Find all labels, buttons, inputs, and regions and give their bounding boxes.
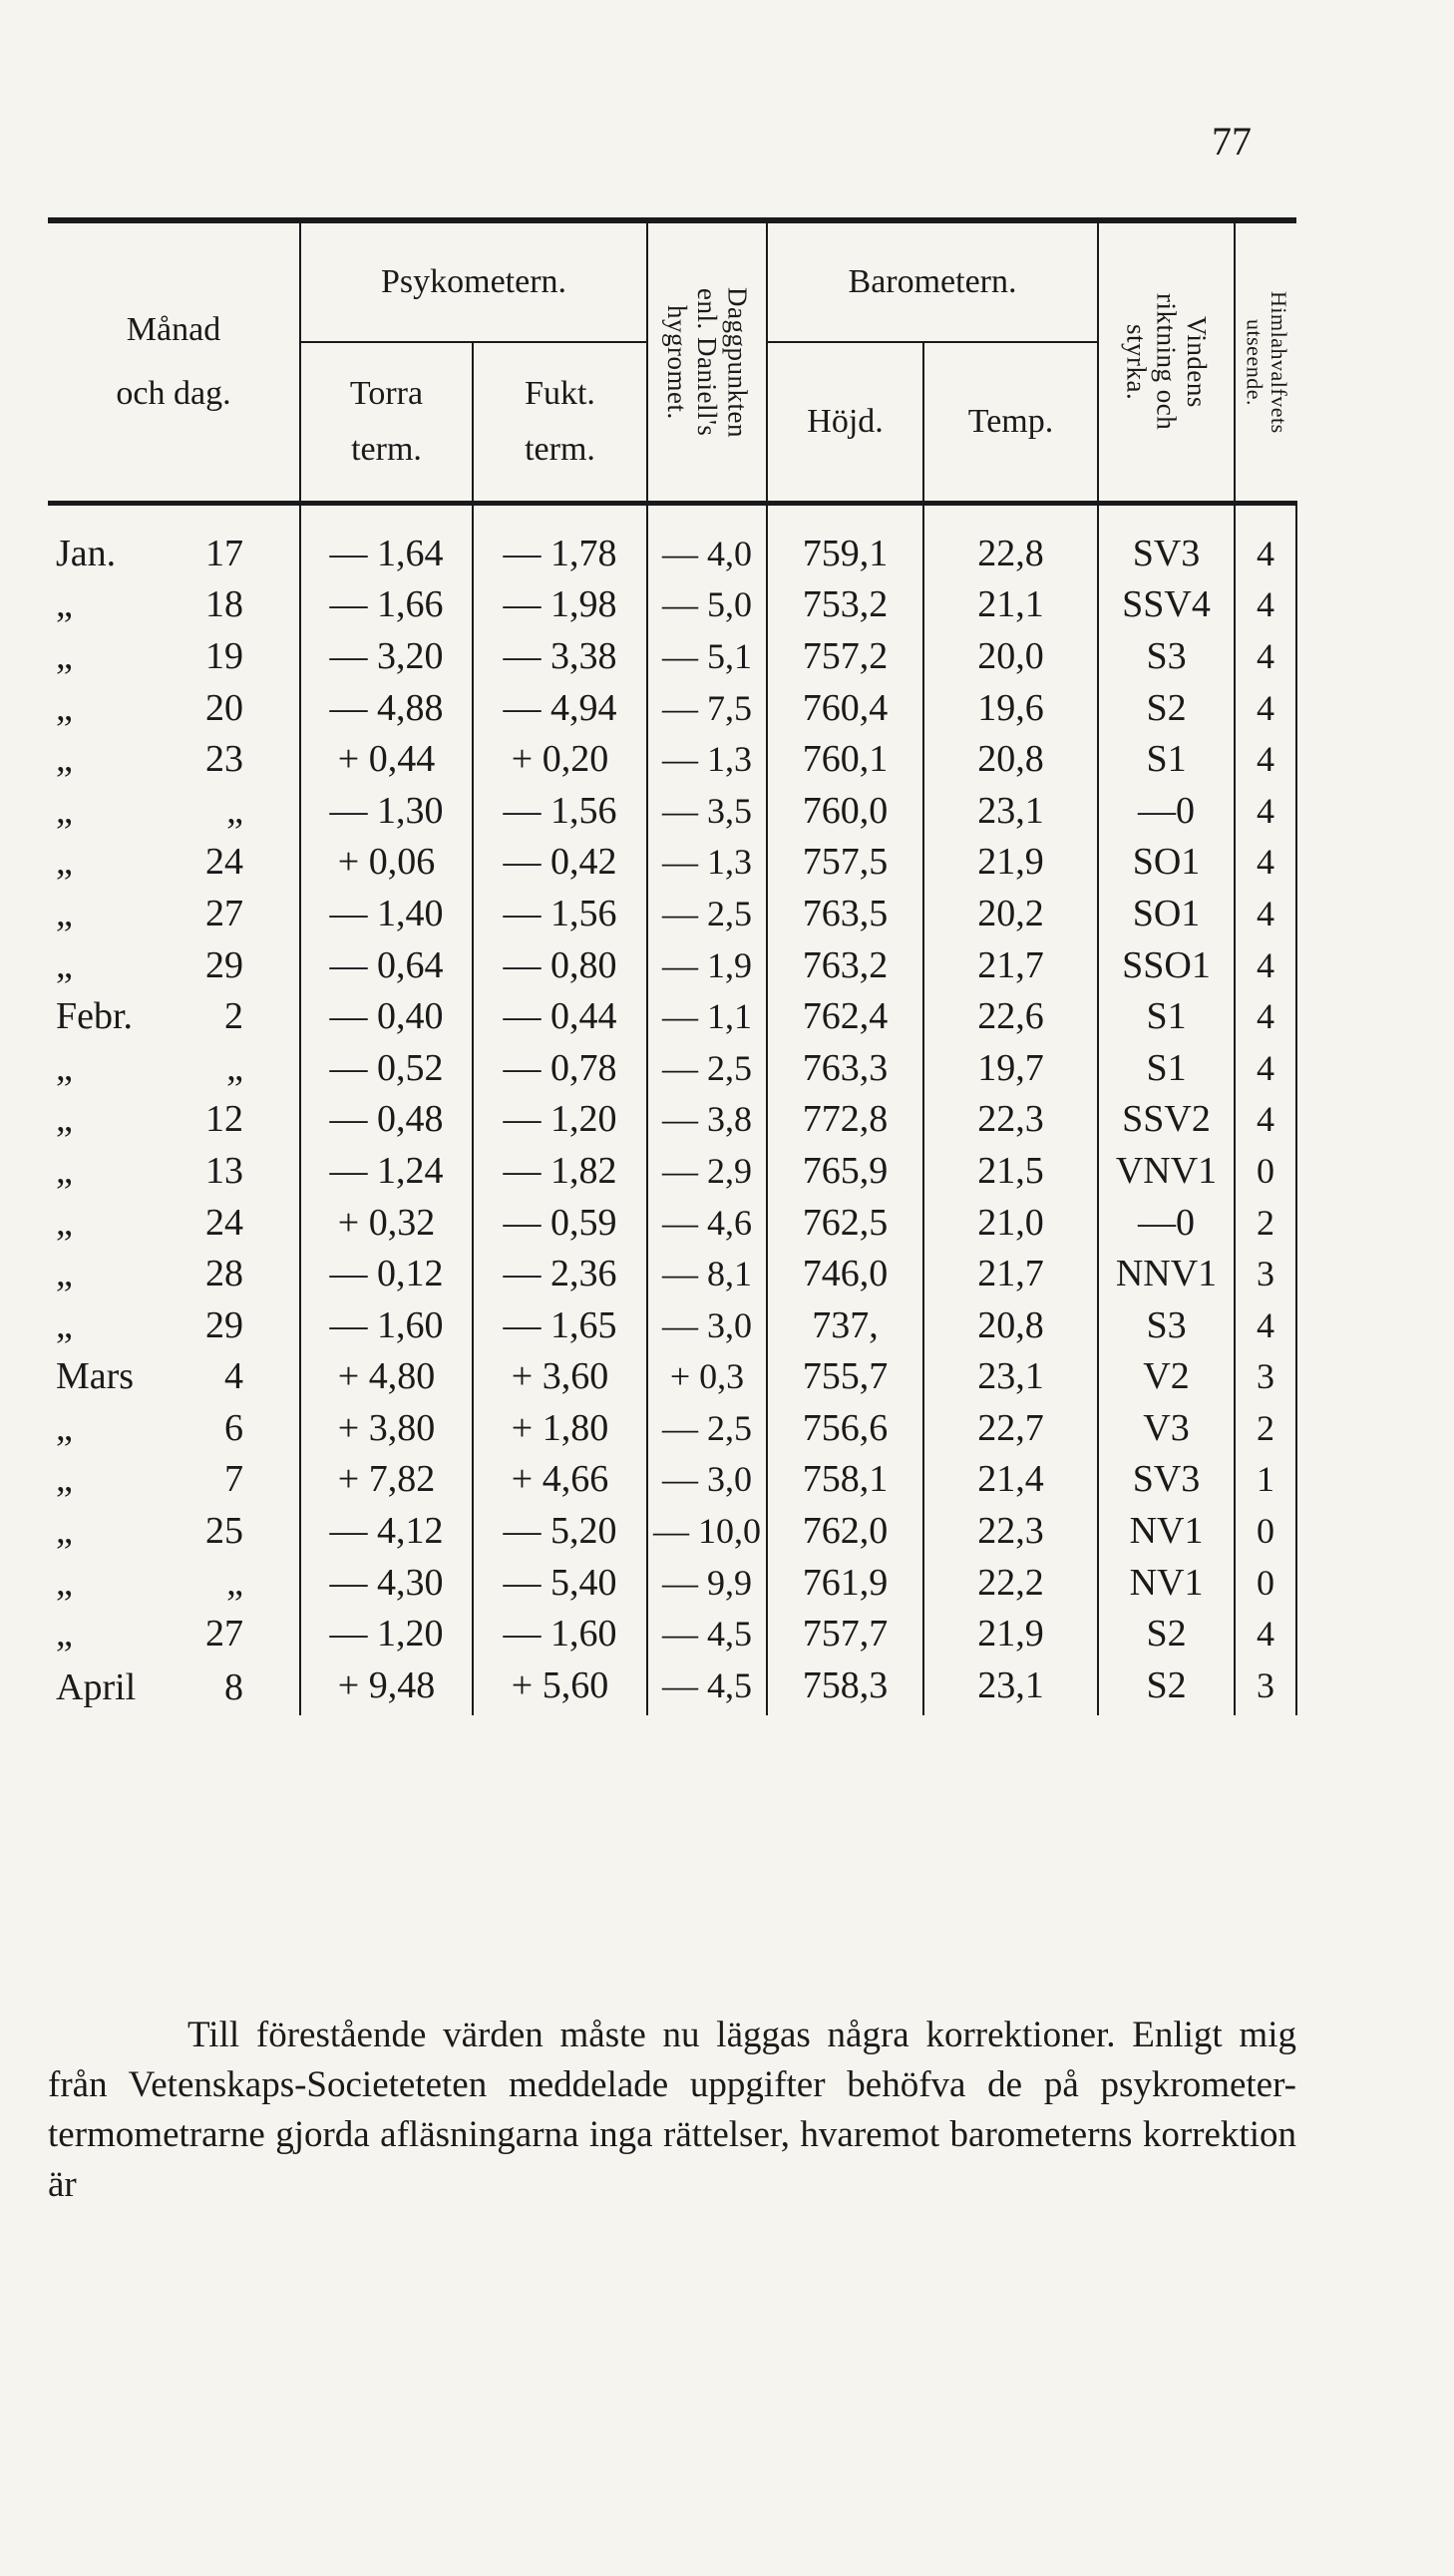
date-cell <box>48 939 300 991</box>
day-label: 2 <box>224 995 243 1038</box>
month-label: „ <box>56 1046 73 1089</box>
date-cell <box>48 1094 300 1146</box>
date-cell <box>48 1659 300 1715</box>
table-row <box>48 1454 1296 1506</box>
month-label: „ <box>56 1510 73 1553</box>
wind-cell: SO1 <box>1098 888 1235 939</box>
header-sky: Himlahvalfvets utseende. <box>1235 220 1296 504</box>
date-cell <box>48 682 300 734</box>
table-row <box>48 1402 1296 1454</box>
day-label: 12 <box>205 1098 243 1141</box>
dry-cell: — 1,30 <box>300 785 473 837</box>
wet-cell: — 1,56 <box>473 888 647 939</box>
dew-cell: — 1,9 <box>647 939 767 991</box>
day-label: 27 <box>205 892 243 934</box>
wind-cell: SSO1 <box>1098 939 1235 991</box>
sky-cell: 4 <box>1235 528 1296 579</box>
day-label: 29 <box>205 943 243 986</box>
wet-cell: — 1,60 <box>473 1608 647 1659</box>
dew-cell: — 4,6 <box>647 1197 767 1249</box>
temp-cell: 22,3 <box>923 1094 1098 1146</box>
wet-cell: — 1,56 <box>473 785 647 837</box>
month-label: „ <box>56 583 73 626</box>
temp-cell: 23,1 <box>923 1351 1098 1403</box>
dry-cell: — 1,20 <box>300 1608 473 1659</box>
height-cell: 763,3 <box>767 1042 923 1094</box>
table-row <box>48 682 1296 734</box>
sky-cell: 4 <box>1235 1608 1296 1659</box>
day-label: „ <box>226 789 243 832</box>
dew-cell: — 10,0 <box>647 1505 767 1557</box>
dry-cell: + 0,44 <box>300 733 473 785</box>
month-label: „ <box>56 1561 73 1604</box>
sky-cell: 4 <box>1235 785 1296 837</box>
wet-cell: — 0,44 <box>473 990 647 1042</box>
date-cell <box>48 579 300 631</box>
dry-cell: + 0,32 <box>300 1197 473 1249</box>
date-cell <box>48 630 300 682</box>
month-label: „ <box>56 892 73 934</box>
dry-cell: — 1,66 <box>300 579 473 631</box>
temp-cell: 22,3 <box>923 1505 1098 1557</box>
dry-cell: — 0,48 <box>300 1094 473 1146</box>
wind-cell: SSV2 <box>1098 1094 1235 1146</box>
height-cell: 761,9 <box>767 1557 923 1609</box>
month-label: „ <box>56 1458 73 1501</box>
wind-cell: S2 <box>1098 1608 1235 1659</box>
height-cell: 760,1 <box>767 733 923 785</box>
dew-cell: — 3,0 <box>647 1454 767 1506</box>
dry-cell: + 4,80 <box>300 1351 473 1403</box>
temp-cell: 21,7 <box>923 939 1098 991</box>
day-label: 29 <box>205 1303 243 1346</box>
wind-cell: S1 <box>1098 733 1235 785</box>
height-cell: 753,2 <box>767 579 923 631</box>
height-cell: 765,9 <box>767 1145 923 1197</box>
page-number: 77 <box>1212 119 1252 164</box>
temp-cell: 22,8 <box>923 528 1098 579</box>
day-label: 24 <box>205 1201 243 1244</box>
dew-cell: — 3,5 <box>647 785 767 837</box>
month-label: „ <box>56 738 73 781</box>
table-row <box>48 1197 1296 1249</box>
dew-cell: — 5,1 <box>647 630 767 682</box>
wind-cell: SSV4 <box>1098 579 1235 631</box>
date-cell <box>48 1197 300 1249</box>
sky-cell: 4 <box>1235 1042 1296 1094</box>
month-label: „ <box>56 1149 73 1192</box>
header-barometer: Barometern. <box>767 220 1098 342</box>
temp-cell: 20,8 <box>923 1299 1098 1351</box>
temp-cell: 19,7 <box>923 1042 1098 1094</box>
sky-cell: 4 <box>1235 733 1296 785</box>
table-row <box>48 939 1296 991</box>
day-label: 18 <box>205 583 243 626</box>
dry-cell: — 0,40 <box>300 990 473 1042</box>
date-cell <box>48 1557 300 1609</box>
date-cell <box>48 1351 300 1403</box>
table-row <box>48 888 1296 939</box>
height-cell: 759,1 <box>767 528 923 579</box>
dry-cell: — 0,12 <box>300 1248 473 1299</box>
wet-cell: — 1,65 <box>473 1299 647 1351</box>
table-row <box>48 1042 1296 1094</box>
temp-cell: 22,7 <box>923 1402 1098 1454</box>
wet-cell: — 1,82 <box>473 1145 647 1197</box>
date-cell <box>48 1248 300 1299</box>
date-cell <box>48 1505 300 1557</box>
height-cell: 760,4 <box>767 682 923 734</box>
table-row <box>48 1608 1296 1659</box>
month-label: „ <box>56 1613 73 1656</box>
table-row <box>48 990 1296 1042</box>
sky-cell: 2 <box>1235 1402 1296 1454</box>
date-cell <box>48 1454 300 1506</box>
temp-cell: 21,9 <box>923 1608 1098 1659</box>
table-row <box>48 579 1296 631</box>
day-label: 23 <box>205 738 243 781</box>
month-label: „ <box>56 943 73 986</box>
temp-cell: 21,5 <box>923 1145 1098 1197</box>
dry-cell: — 4,12 <box>300 1505 473 1557</box>
sky-cell: 0 <box>1235 1145 1296 1197</box>
height-cell: 763,2 <box>767 939 923 991</box>
dew-cell: — 2,9 <box>647 1145 767 1197</box>
wind-cell: SO1 <box>1098 837 1235 889</box>
sky-cell: 4 <box>1235 1094 1296 1146</box>
wet-cell: + 3,60 <box>473 1351 647 1403</box>
sky-cell: 3 <box>1235 1659 1296 1715</box>
month-label: April <box>56 1665 137 1708</box>
wet-cell: — 1,20 <box>473 1094 647 1146</box>
dew-cell: — 3,8 <box>647 1094 767 1146</box>
sky-cell: 0 <box>1235 1557 1296 1609</box>
temp-cell: 21,0 <box>923 1197 1098 1249</box>
height-cell: 757,5 <box>767 837 923 889</box>
temp-cell: 22,2 <box>923 1557 1098 1609</box>
wind-cell: —0 <box>1098 1197 1235 1249</box>
wind-cell: S1 <box>1098 990 1235 1042</box>
wet-cell: + 0,20 <box>473 733 647 785</box>
date-cell <box>48 733 300 785</box>
body-paragraph <box>48 2011 1296 2210</box>
month-label: „ <box>56 1303 73 1346</box>
dew-cell: — 9,9 <box>647 1557 767 1609</box>
dry-cell: — 1,64 <box>300 528 473 579</box>
month-label: „ <box>56 1253 73 1295</box>
header-wet-bulb: Fukt. term. <box>473 342 647 504</box>
day-label: 17 <box>205 532 243 574</box>
day-label: 25 <box>205 1510 243 1553</box>
wind-cell: —0 <box>1098 785 1235 837</box>
day-label: 28 <box>205 1253 243 1295</box>
table-row <box>48 1248 1296 1299</box>
table-row <box>48 837 1296 889</box>
date-cell <box>48 1145 300 1197</box>
header-wind: Vindens riktning och styrka. <box>1098 220 1235 504</box>
temp-cell: 21,9 <box>923 837 1098 889</box>
wind-cell: NV1 <box>1098 1557 1235 1609</box>
dew-cell: — 1,1 <box>647 990 767 1042</box>
wind-cell: V2 <box>1098 1351 1235 1403</box>
day-label: „ <box>226 1561 243 1604</box>
date-cell <box>48 1299 300 1351</box>
temp-cell: 22,6 <box>923 990 1098 1042</box>
dew-cell: — 1,3 <box>647 837 767 889</box>
dew-cell: — 2,5 <box>647 888 767 939</box>
dew-cell: — 2,5 <box>647 1402 767 1454</box>
height-cell: 758,3 <box>767 1659 923 1715</box>
month-label: „ <box>56 634 73 677</box>
table-row <box>48 1505 1296 1557</box>
wind-cell: NV1 <box>1098 1505 1235 1557</box>
day-label: 24 <box>205 841 243 884</box>
sky-cell: 4 <box>1235 888 1296 939</box>
month-label: „ <box>56 1201 73 1244</box>
day-label: „ <box>226 1046 243 1089</box>
header-height: Höjd. <box>767 342 923 504</box>
date-cell <box>48 1402 300 1454</box>
wet-cell: + 1,80 <box>473 1402 647 1454</box>
temp-cell: 19,6 <box>923 682 1098 734</box>
sky-cell: 0 <box>1235 1505 1296 1557</box>
dry-cell: + 3,80 <box>300 1402 473 1454</box>
month-label: Jan. <box>56 532 117 574</box>
sky-cell: 2 <box>1235 1197 1296 1249</box>
height-cell: 756,6 <box>767 1402 923 1454</box>
wet-cell: — 0,80 <box>473 939 647 991</box>
month-label: „ <box>56 686 73 729</box>
height-cell: 762,4 <box>767 990 923 1042</box>
wet-cell: — 5,40 <box>473 1557 647 1609</box>
height-cell: 762,0 <box>767 1505 923 1557</box>
day-label: 8 <box>224 1665 243 1708</box>
header-dewpoint: Daggpunkten enl. Daniell's hygromet. <box>647 220 767 504</box>
day-label: 27 <box>205 1613 243 1656</box>
month-label: Mars <box>56 1355 135 1398</box>
temp-cell: 20,0 <box>923 630 1098 682</box>
wind-cell: S2 <box>1098 1659 1235 1715</box>
day-label: 6 <box>224 1406 243 1449</box>
temp-cell: 23,1 <box>923 785 1098 837</box>
date-cell <box>48 785 300 837</box>
date-cell <box>48 1608 300 1659</box>
day-label: 20 <box>205 686 243 729</box>
table-row <box>48 528 1296 579</box>
dry-cell: — 4,88 <box>300 682 473 734</box>
wet-cell: — 2,36 <box>473 1248 647 1299</box>
wind-cell: VNV1 <box>1098 1145 1235 1197</box>
temp-cell: 20,2 <box>923 888 1098 939</box>
dry-cell: — 3,20 <box>300 630 473 682</box>
height-cell: 762,5 <box>767 1197 923 1249</box>
sky-cell: 1 <box>1235 1454 1296 1506</box>
date-cell <box>48 528 300 579</box>
table-row <box>48 1557 1296 1609</box>
dew-cell: — 4,5 <box>647 1659 767 1715</box>
dry-cell: — 1,40 <box>300 888 473 939</box>
sky-cell: 3 <box>1235 1351 1296 1403</box>
day-label: 4 <box>224 1355 243 1398</box>
wet-cell: + 5,60 <box>473 1659 647 1715</box>
wet-cell: — 4,94 <box>473 682 647 734</box>
wet-cell: — 0,42 <box>473 837 647 889</box>
table-row <box>48 1351 1296 1403</box>
height-cell: 755,7 <box>767 1351 923 1403</box>
height-cell: 763,5 <box>767 888 923 939</box>
height-cell: 757,2 <box>767 630 923 682</box>
header-dry-bulb: Torra term. <box>300 342 473 504</box>
wind-cell: S3 <box>1098 630 1235 682</box>
table-row <box>48 1659 1296 1715</box>
dry-cell: + 0,06 <box>300 837 473 889</box>
dew-cell: — 7,5 <box>647 682 767 734</box>
dew-cell: + 0,3 <box>647 1351 767 1403</box>
temp-cell: 20,8 <box>923 733 1098 785</box>
table-row <box>48 630 1296 682</box>
table-row <box>48 1299 1296 1351</box>
date-cell <box>48 837 300 889</box>
date-cell <box>48 1042 300 1094</box>
temp-cell: 21,4 <box>923 1454 1098 1506</box>
dew-cell: — 1,3 <box>647 733 767 785</box>
dew-cell: — 4,5 <box>647 1608 767 1659</box>
header-psychrometer: Psykometern. <box>300 220 647 342</box>
header-month-day: Månad och dag. <box>116 311 231 412</box>
wind-cell: S2 <box>1098 682 1235 734</box>
dry-cell: — 1,24 <box>300 1145 473 1197</box>
table-row <box>48 1145 1296 1197</box>
sky-cell: 3 <box>1235 1248 1296 1299</box>
height-cell: 757,7 <box>767 1608 923 1659</box>
wet-cell: — 1,78 <box>473 528 647 579</box>
temp-cell: 23,1 <box>923 1659 1098 1715</box>
wet-cell: — 0,78 <box>473 1042 647 1094</box>
day-label: 7 <box>224 1458 243 1501</box>
dry-cell: — 1,60 <box>300 1299 473 1351</box>
month-label: „ <box>56 841 73 884</box>
date-cell <box>48 990 300 1042</box>
dew-cell: — 2,5 <box>647 1042 767 1094</box>
table-row <box>48 1094 1296 1146</box>
height-cell: 737, <box>767 1299 923 1351</box>
sky-cell: 4 <box>1235 939 1296 991</box>
dew-cell: — 4,0 <box>647 528 767 579</box>
day-label: 13 <box>205 1149 243 1192</box>
dew-cell: — 5,0 <box>647 579 767 631</box>
wind-cell: V3 <box>1098 1402 1235 1454</box>
month-label: „ <box>56 789 73 832</box>
wet-cell: — 1,98 <box>473 579 647 631</box>
temp-cell: 21,1 <box>923 579 1098 631</box>
table-row <box>48 785 1296 837</box>
wind-cell: NNV1 <box>1098 1248 1235 1299</box>
sky-cell: 4 <box>1235 990 1296 1042</box>
wind-cell: SV3 <box>1098 528 1235 579</box>
dew-cell: — 8,1 <box>647 1248 767 1299</box>
dry-cell: + 7,82 <box>300 1454 473 1506</box>
sky-cell: 4 <box>1235 579 1296 631</box>
height-cell: 772,8 <box>767 1094 923 1146</box>
dew-cell: — 3,0 <box>647 1299 767 1351</box>
sky-cell: 4 <box>1235 630 1296 682</box>
table-row <box>48 733 1296 785</box>
dry-cell: — 0,64 <box>300 939 473 991</box>
paragraph-text: Till förestående värden måste nu läggas några korrektioner. Enligt mig från Vetenskaps-Societeteten meddelade uppgifter behöfva de på psykrometer-termometrarne gjorda afläsningarna inga rättelser, hvaremot barometerns korrektion är <box>48 2015 1296 2205</box>
wet-cell: + 4,66 <box>473 1454 647 1506</box>
sky-cell: 4 <box>1235 1299 1296 1351</box>
month-label: „ <box>56 1098 73 1141</box>
height-cell: 746,0 <box>767 1248 923 1299</box>
wind-cell: S3 <box>1098 1299 1235 1351</box>
sky-cell: 4 <box>1235 682 1296 734</box>
dry-cell: — 4,30 <box>300 1557 473 1609</box>
wet-cell: — 3,38 <box>473 630 647 682</box>
height-cell: 758,1 <box>767 1454 923 1506</box>
date-cell <box>48 888 300 939</box>
temp-cell: 21,7 <box>923 1248 1098 1299</box>
wind-cell: SV3 <box>1098 1454 1235 1506</box>
wet-cell: — 0,59 <box>473 1197 647 1249</box>
wind-cell: S1 <box>1098 1042 1235 1094</box>
height-cell: 760,0 <box>767 785 923 837</box>
dry-cell: — 0,52 <box>300 1042 473 1094</box>
observation-table <box>48 217 1297 1715</box>
day-label: 19 <box>205 634 243 677</box>
wet-cell: — 5,20 <box>473 1505 647 1557</box>
dry-cell: + 9,48 <box>300 1659 473 1715</box>
header-temp: Temp. <box>923 342 1098 504</box>
month-label: „ <box>56 1406 73 1449</box>
sky-cell: 4 <box>1235 837 1296 889</box>
month-label: Febr. <box>56 995 134 1038</box>
